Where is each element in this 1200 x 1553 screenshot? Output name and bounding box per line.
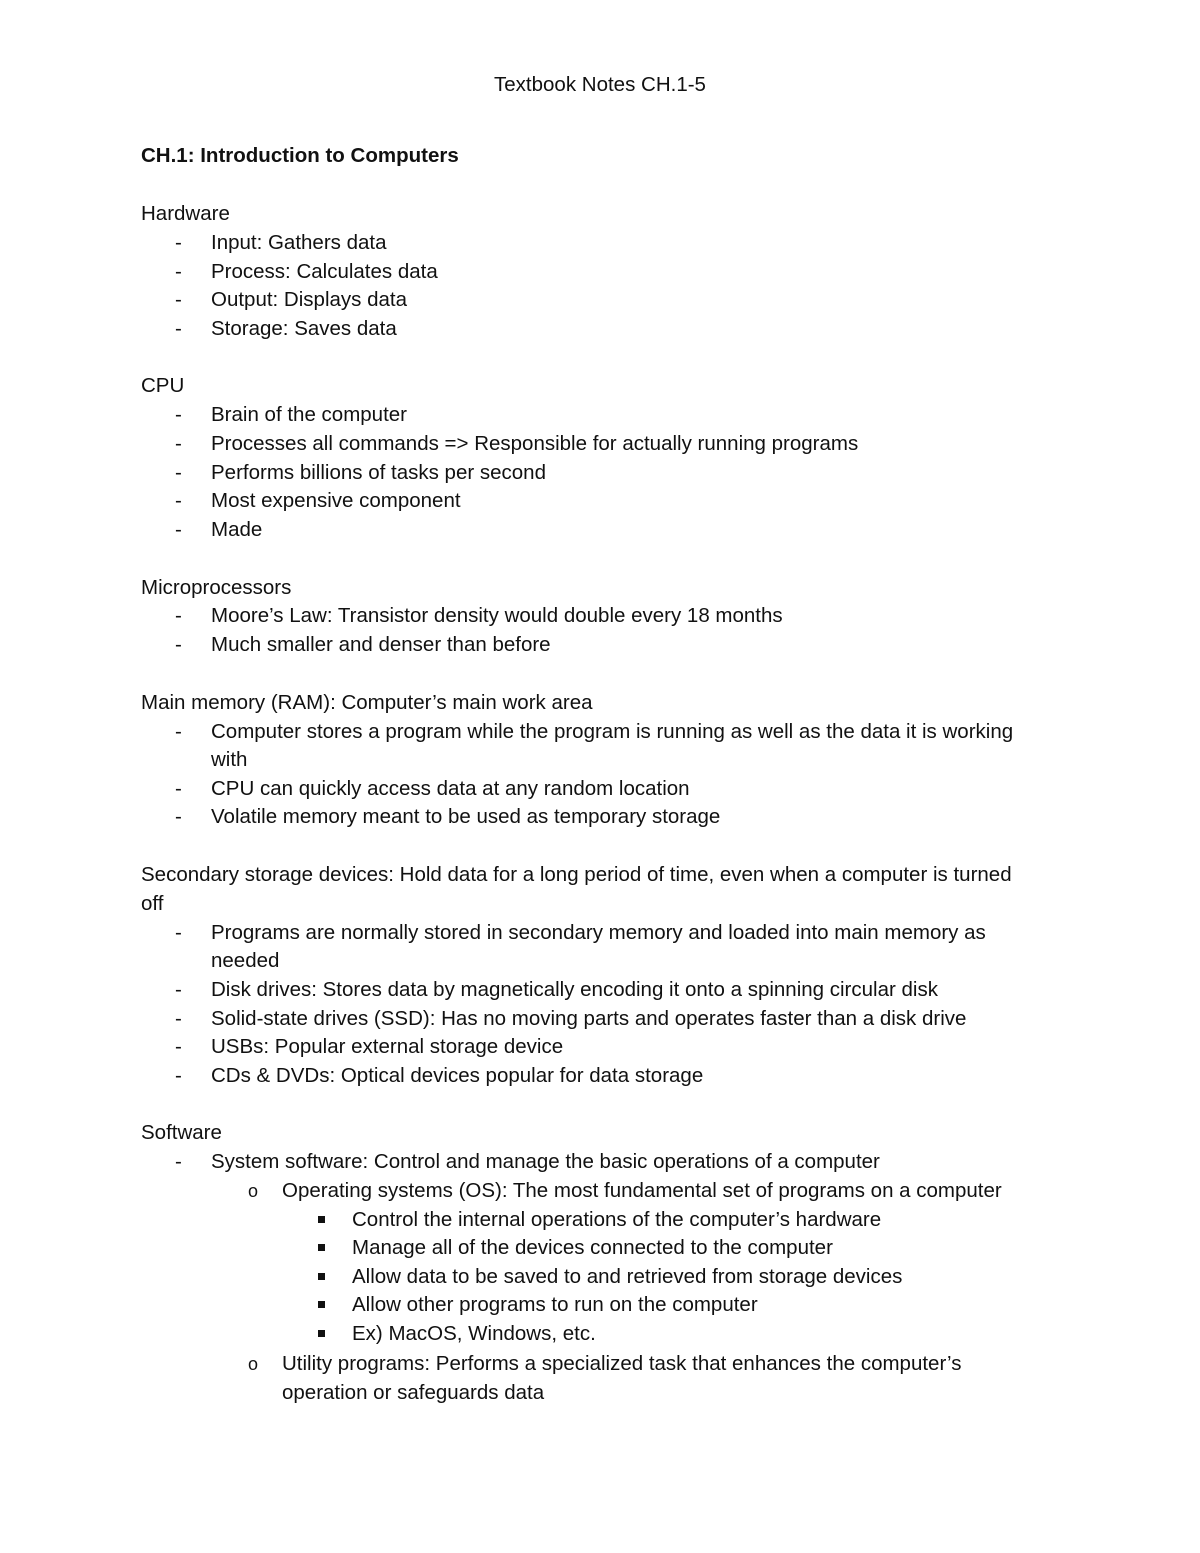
list-item: Output: Displays data: [211, 288, 407, 311]
dash-bullet: -: [175, 260, 182, 283]
square-bullet: [318, 1216, 325, 1223]
dash-bullet: -: [175, 489, 182, 512]
sub-sub-list-item: Ex) MacOS, Windows, etc.: [352, 1322, 596, 1345]
list-item: Performs billions of tasks per second: [211, 461, 546, 484]
circle-bullet: o: [248, 1181, 259, 1201]
list-item: Solid-state drives (SSD): Has no moving parts and operates faster than a disk drive: [211, 1007, 967, 1030]
sub-sub-list-item: Manage all of the devices connected to the computer: [352, 1236, 833, 1259]
sub-sub-list-item: Control the internal operations of the computer’s hardware: [352, 1208, 882, 1231]
list-item: CPU can quickly access data at any random location: [211, 777, 690, 800]
list-item: Input: Gathers data: [211, 231, 387, 254]
square-bullet: [318, 1330, 325, 1337]
chapter-heading: CH.1: Introduction to Computers: [141, 144, 459, 167]
section-heading-microprocessors: Microprocessors: [141, 576, 292, 599]
list-item: Volatile memory meant to be used as temporary storage: [211, 805, 721, 828]
list-item: System software: Control and manage the basic operations of a computer: [211, 1150, 880, 1173]
section-heading-cpu: CPU: [141, 374, 185, 397]
list-item-continuation: with: [211, 748, 248, 771]
section-heading-hardware: Hardware: [141, 202, 230, 225]
square-bullet: [318, 1244, 325, 1251]
list-item: Brain of the computer: [211, 403, 407, 426]
dash-bullet: -: [175, 921, 182, 944]
list-item: Process: Calculates data: [211, 260, 438, 283]
section-heading-main-memory: Main memory (RAM): Computer’s main work area: [141, 691, 593, 714]
list-item: Much smaller and denser than before: [211, 633, 551, 656]
section-heading-continuation: off: [141, 892, 164, 915]
document-title: Textbook Notes CH.1-5: [494, 73, 706, 96]
list-item: Moore’s Law: Transistor density would double every 18 months: [211, 604, 783, 627]
dash-bullet: -: [175, 518, 182, 541]
dash-bullet: -: [175, 288, 182, 311]
list-item: Computer stores a program while the program is running as well as the data it is working: [211, 720, 1014, 743]
list-item: Processes all commands => Responsible for actually running programs: [211, 432, 859, 455]
list-item: Disk drives: Stores data by magnetically encoding it onto a spinning circular disk: [211, 978, 938, 1001]
list-item: Made: [211, 518, 263, 541]
list-item-continuation: needed: [211, 949, 280, 972]
square-bullet: [318, 1301, 325, 1308]
dash-bullet: -: [175, 231, 182, 254]
sub-list-item: Operating systems (OS): The most fundamental set of programs on a computer: [282, 1179, 1002, 1202]
dash-bullet: -: [175, 633, 182, 656]
sub-sub-list-item: Allow other programs to run on the computer: [352, 1293, 758, 1316]
list-item: Storage: Saves data: [211, 317, 397, 340]
circle-bullet: o: [248, 1354, 259, 1374]
dash-bullet: -: [175, 1007, 182, 1030]
dash-bullet: -: [175, 403, 182, 426]
dash-bullet: -: [175, 805, 182, 828]
list-item: Programs are normally stored in secondary memory and loaded into main memory as: [211, 921, 986, 944]
dash-bullet: -: [175, 1035, 182, 1058]
dash-bullet: -: [175, 432, 182, 455]
sub-list-item-continuation: operation or safeguards data: [282, 1381, 545, 1404]
dash-bullet: -: [175, 978, 182, 1001]
sub-sub-list-item: Allow data to be saved to and retrieved from storage devices: [352, 1265, 903, 1288]
section-heading-secondary-storage: Secondary storage devices: Hold data for a long period of time, even when a computer is turned: [141, 863, 1012, 886]
section-heading-software: Software: [141, 1121, 222, 1144]
dash-bullet: -: [175, 1150, 182, 1173]
dash-bullet: -: [175, 720, 182, 743]
list-item: Most expensive component: [211, 489, 461, 512]
list-item: CDs & DVDs: Optical devices popular for data storage: [211, 1064, 704, 1087]
dash-bullet: -: [175, 604, 182, 627]
sub-list-item: Utility programs: Performs a specialized task that enhances the computer’s: [282, 1352, 962, 1375]
dash-bullet: -: [175, 1064, 182, 1087]
square-bullet: [318, 1273, 325, 1280]
dash-bullet: -: [175, 317, 182, 340]
dash-bullet: -: [175, 777, 182, 800]
list-item: USBs: Popular external storage device: [211, 1035, 564, 1058]
dash-bullet: -: [175, 461, 182, 484]
